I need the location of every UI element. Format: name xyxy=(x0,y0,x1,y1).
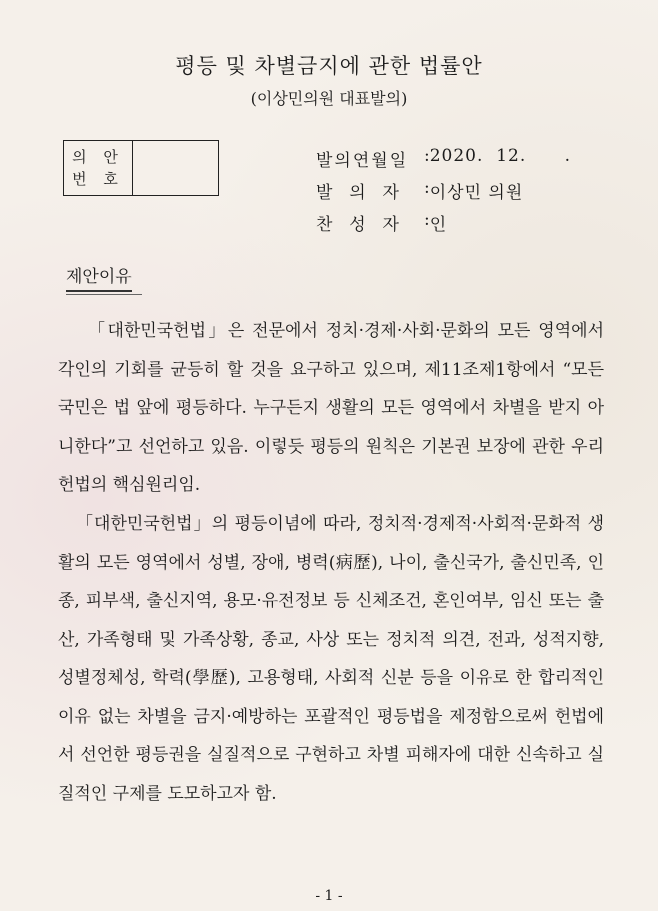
meta-separator: : xyxy=(424,210,430,230)
bill-number-value xyxy=(133,141,218,195)
meta-value: 인 xyxy=(429,215,448,235)
meta-row-supporters xyxy=(316,210,571,242)
meta-row-date xyxy=(316,146,571,178)
paragraph-1: 「대한민국헌법」은 전문에서 정치·경제·사회·문화의 모든 영역에서 각인의 기회를 균등히 할 것을 요구하고 있으며, 제11조제1항에서 “모든 국민은 법 앞에 평등하다. 누구든지 생활의 모든 영역에서 차별을 받지 아니한다”고 선언하고 있음. 이렇듯 평등의 원칙은 기본권 보장에 관한 우리 헌법의 핵심원리임. xyxy=(58,321,604,495)
section-heading-proposal-reason: 제안이유 xyxy=(66,262,132,292)
meta-separator: : xyxy=(424,146,430,166)
bill-number-label-line-2: 번 호 xyxy=(72,170,124,188)
bill-title: 평등 및 차별금지에 관한 법률안 xyxy=(175,54,483,78)
meta-key: 찬 성 자 xyxy=(316,215,401,235)
meta-key: 발 의 자 xyxy=(316,183,401,203)
meta-key: 발의연월일 xyxy=(316,151,409,171)
bill-number-label xyxy=(64,141,133,195)
meta-value: 이상민 의원 xyxy=(429,183,524,203)
bill-number-label-line-1: 의 안 xyxy=(72,148,124,166)
meta-separator: : xyxy=(424,178,430,198)
page-number: - 1 - xyxy=(315,888,343,904)
bill-meta xyxy=(316,146,571,242)
meta-row-proposer xyxy=(316,178,571,210)
paragraph-2: 「대한민국헌법」의 평등이념에 따라, 정치적·경제적·사회적·문화적 생활의 모든 영역에서 성별, 장애, 병력(病歷), 나이, 출신국가, 출신민족, 인종, 피부색, 출신지역, 용모·유전정보 등 신체조건, 혼인여부, 임신 또는 출산, 가족형태 및 가족상황, 종교, 사상 또는 정치적 의견, 전과, 성적지향, 성별정체성, 학력(學歷), 고용형태, 사회적 신분 등을 이유로 한 합리적인 이유 없는 차별을 금지·예방하는 포괄적인 평등법을 제정함으로써 헌법에서 선언한 평등권을 실질적으로 구현하고 차별 피해자에 대한 신속하고 실질적인 구제를 도모하고자 함. xyxy=(58,514,604,804)
bill-number-box xyxy=(63,140,219,196)
bill-sponsor-subtitle: (이상민의원 대표발의) xyxy=(250,89,408,108)
meta-value: 2020. 12. . xyxy=(429,146,572,166)
